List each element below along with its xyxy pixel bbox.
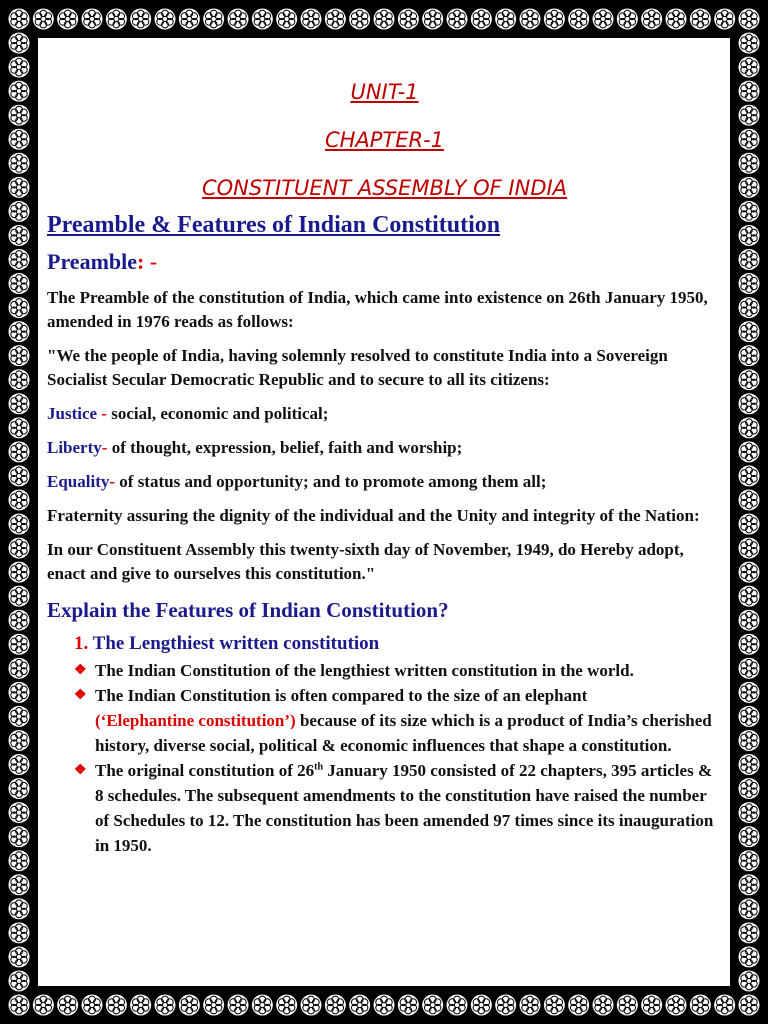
- flower-icon: [739, 201, 760, 222]
- flower-icon: [9, 225, 30, 246]
- elephantine-note: (‘Elephantine constitution’): [95, 711, 296, 730]
- flower-icon: [301, 9, 322, 30]
- flower-icon: [155, 9, 176, 30]
- flower-icon: [9, 850, 30, 871]
- document-title: CONSTITUENT ASSEMBLY OF INDIA: [201, 176, 568, 200]
- flower-icon: [9, 586, 30, 607]
- flower-icon: [739, 57, 760, 78]
- flower-icon: [9, 81, 30, 102]
- flower-icon: [9, 995, 30, 1016]
- flower-icon: [9, 105, 30, 126]
- flower-icon: [9, 682, 30, 703]
- section-title: Preamble & Features of Indian Constitution: [47, 212, 501, 238]
- flower-icon: [349, 995, 370, 1016]
- flower-icon: [130, 9, 151, 30]
- flower-icon: [739, 393, 760, 414]
- flower-icon: [9, 273, 30, 294]
- flower-icon: [739, 802, 760, 823]
- flower-icon: [495, 995, 516, 1016]
- flower-icon: [739, 129, 760, 150]
- flower-icon: [739, 682, 760, 703]
- flower-icon: [739, 417, 760, 438]
- flower-icon: [739, 465, 760, 486]
- flower-icon: [9, 778, 30, 799]
- flower-icon: [9, 562, 30, 583]
- flower-icon: [9, 514, 30, 535]
- feature-item-title: The Lengthiest written constitution: [92, 633, 380, 654]
- flower-icon: [739, 105, 760, 126]
- flower-icon: [9, 802, 30, 823]
- flower-icon: [641, 9, 662, 30]
- flower-icon: [106, 9, 127, 30]
- flower-icon: [739, 33, 760, 54]
- preamble-intro: The Preamble of the constitution of India, which came into existence on 26th January 1950, amended in 1976 reads as follows:: [47, 288, 708, 331]
- flower-icon: [349, 9, 370, 30]
- flower-icon: [9, 153, 30, 174]
- flower-icon: [617, 9, 638, 30]
- flower-icon: [666, 995, 687, 1016]
- flower-icon: [33, 995, 54, 1016]
- flower-icon: [739, 441, 760, 462]
- flower-icon: [9, 345, 30, 366]
- justice-label: Justice: [47, 404, 98, 423]
- bullet-text: The Indian Constitution of the lengthiest written constitution in the world.: [95, 661, 634, 680]
- flower-icon: [739, 874, 760, 895]
- flower-icon: [9, 946, 30, 967]
- flower-icon: [739, 946, 760, 967]
- flower-icon: [9, 970, 30, 991]
- bullet-text: The original constitution of 26: [95, 761, 315, 780]
- justice-text: social, economic and political;: [111, 404, 329, 423]
- flower-icon: [739, 81, 760, 102]
- flower-icon: [33, 9, 54, 30]
- equality-dash: -: [109, 472, 120, 491]
- flower-icon: [9, 730, 30, 751]
- flower-icon: [739, 345, 760, 366]
- flower-icon: [9, 538, 30, 559]
- flower-icon: [9, 9, 30, 30]
- flower-icon: [106, 995, 127, 1016]
- flower-icon: [422, 9, 443, 30]
- flower-icon: [666, 9, 687, 30]
- flower-icon: [739, 321, 760, 342]
- flower-icon: [520, 9, 541, 30]
- flower-icon: [739, 514, 760, 535]
- unit-heading: UNIT-1: [350, 80, 419, 104]
- flower-icon: [544, 9, 565, 30]
- flower-icon: [398, 9, 419, 30]
- flower-icon: [544, 995, 565, 1016]
- flower-icon: [325, 9, 346, 30]
- flower-icon: [714, 9, 735, 30]
- flower-icon: [471, 995, 492, 1016]
- diamond-bullet-icon: ❖: [74, 663, 87, 678]
- flower-icon: [9, 393, 30, 414]
- flower-icon: [203, 995, 224, 1016]
- flower-icon: [739, 922, 760, 943]
- equality-label: Equality: [47, 472, 110, 491]
- liberty-dash: -: [101, 438, 112, 457]
- flower-icon: [495, 9, 516, 30]
- chapter-heading: CHAPTER-1: [324, 128, 445, 152]
- flower-icon: [203, 9, 224, 30]
- flower-icon: [276, 9, 297, 30]
- flower-icon: [9, 489, 30, 510]
- flower-icon: [739, 297, 760, 318]
- flower-icon: [739, 898, 760, 919]
- flower-icon: [252, 9, 273, 30]
- flower-icon: [9, 129, 30, 150]
- flower-icon: [739, 562, 760, 583]
- flower-icon: [568, 995, 589, 1016]
- flower-icon: [617, 995, 638, 1016]
- flower-icon: [739, 826, 760, 847]
- flower-icon: [447, 9, 468, 30]
- flower-icon: [9, 610, 30, 631]
- flower-icon: [82, 995, 103, 1016]
- flower-icon: [739, 177, 760, 198]
- flower-icon: [690, 995, 711, 1016]
- bullet-text: The Indian Constitution is often compared to the size of an elephant: [95, 686, 588, 705]
- preamble-quote: "We the people of India, having solemnly resolved to constitute India into a Sovereign Socialist Secular Democratic Republic and to secure to all its citizens:: [47, 346, 668, 389]
- flower-icon: [739, 754, 760, 775]
- flower-icon: [739, 225, 760, 246]
- diamond-bullet-icon: ❖: [74, 688, 87, 703]
- flower-icon: [739, 658, 760, 679]
- preamble-liberty: [47, 436, 722, 460]
- document-page: [38, 38, 730, 986]
- flower-icon: [130, 995, 151, 1016]
- flower-icon: [9, 441, 30, 462]
- flower-icon: [9, 754, 30, 775]
- flower-icon: [739, 369, 760, 390]
- list-item: [47, 758, 722, 858]
- flower-icon: [9, 658, 30, 679]
- flower-icon: [739, 730, 760, 751]
- flower-icon: [739, 249, 760, 270]
- preamble-equality: [47, 470, 722, 494]
- feature-item-number: 1.: [74, 633, 89, 654]
- features-question: Explain the Features of Indian Constitution?: [47, 598, 449, 622]
- flower-icon: [739, 153, 760, 174]
- flower-icon: [739, 9, 760, 30]
- flower-icon: [9, 321, 30, 342]
- feature-item-1: [74, 632, 722, 656]
- flower-icon: [9, 249, 30, 270]
- flower-icon: [9, 417, 30, 438]
- flower-icon: [641, 995, 662, 1016]
- flower-icon: [179, 995, 200, 1016]
- flower-icon: [9, 201, 30, 222]
- equality-text: of status and opportunity; and to promote among them all;: [119, 472, 547, 491]
- flower-icon: [739, 970, 760, 991]
- flower-icon: [739, 995, 760, 1016]
- flower-icon: [325, 995, 346, 1016]
- flower-icon: [9, 922, 30, 943]
- flower-icon: [57, 995, 78, 1016]
- feature-bullet-list: [47, 658, 722, 858]
- liberty-label: Liberty: [47, 438, 102, 457]
- diamond-bullet-icon: ❖: [74, 763, 87, 778]
- flower-icon: [739, 538, 760, 559]
- bullet-text-continued: because of its size which is a product of India’s cherished history, diverse social, political & economic influences that shape a constitution.: [95, 711, 712, 755]
- flower-icon: [9, 898, 30, 919]
- liberty-text: of thought, expression, belief, faith and worship;: [111, 438, 463, 457]
- flower-icon: [9, 33, 30, 54]
- flower-icon: [739, 586, 760, 607]
- flower-icon: [228, 9, 249, 30]
- flower-icon: [252, 995, 273, 1016]
- preamble-closing: In our Constituent Assembly this twenty-sixth day of November, 1949, do Hereby adopt, enact and give to ourselves this constitution.": [47, 540, 684, 583]
- flower-icon: [9, 465, 30, 486]
- flower-icon: [739, 706, 760, 727]
- flower-icon: [9, 634, 30, 655]
- flower-icon: [520, 995, 541, 1016]
- flower-icon: [57, 9, 78, 30]
- flower-icon: [9, 706, 30, 727]
- flower-icon: [739, 634, 760, 655]
- preamble-heading-suffix: : -: [137, 249, 158, 274]
- flower-icon: [398, 995, 419, 1016]
- flower-icon: [471, 9, 492, 30]
- flower-icon: [593, 995, 614, 1016]
- flower-icon: [179, 9, 200, 30]
- flower-icon: [714, 995, 735, 1016]
- bullet-text-continued: January 1950 consisted of 22 chapters, 395 articles & 8 schedules. The subsequent amendments to the constitution have raised the number of Schedules to 12. The constitution has been amended 97 times since its inauguration in 1950.: [95, 761, 714, 855]
- flower-icon: [9, 57, 30, 78]
- preamble-heading: [47, 248, 722, 276]
- flower-icon: [276, 995, 297, 1016]
- flower-icon: [739, 850, 760, 871]
- flower-icon: [739, 489, 760, 510]
- flower-icon: [228, 995, 249, 1016]
- flower-icon: [82, 9, 103, 30]
- preamble-justice: [47, 402, 722, 426]
- flower-icon: [739, 610, 760, 631]
- ordinal-suffix: th: [314, 761, 324, 773]
- flower-icon: [568, 9, 589, 30]
- list-item: [47, 658, 722, 683]
- flower-icon: [9, 874, 30, 895]
- preamble-fraternity: Fraternity assuring the dignity of the individual and the Unity and integrity of the Nation:: [47, 506, 700, 525]
- flower-icon: [739, 778, 760, 799]
- flower-icon: [690, 9, 711, 30]
- flower-icon: [447, 995, 468, 1016]
- justice-dash: -: [97, 404, 112, 423]
- flower-icon: [374, 995, 395, 1016]
- flower-icon: [9, 826, 30, 847]
- flower-icon: [422, 995, 443, 1016]
- flower-icon: [9, 369, 30, 390]
- flower-icon: [301, 995, 322, 1016]
- flower-icon: [374, 9, 395, 30]
- flower-icon: [155, 995, 176, 1016]
- flower-icon: [739, 273, 760, 294]
- list-item: [47, 683, 722, 758]
- flower-icon: [9, 177, 30, 198]
- flower-icon: [9, 297, 30, 318]
- preamble-heading-text: Preamble: [47, 249, 138, 274]
- flower-icon: [593, 9, 614, 30]
